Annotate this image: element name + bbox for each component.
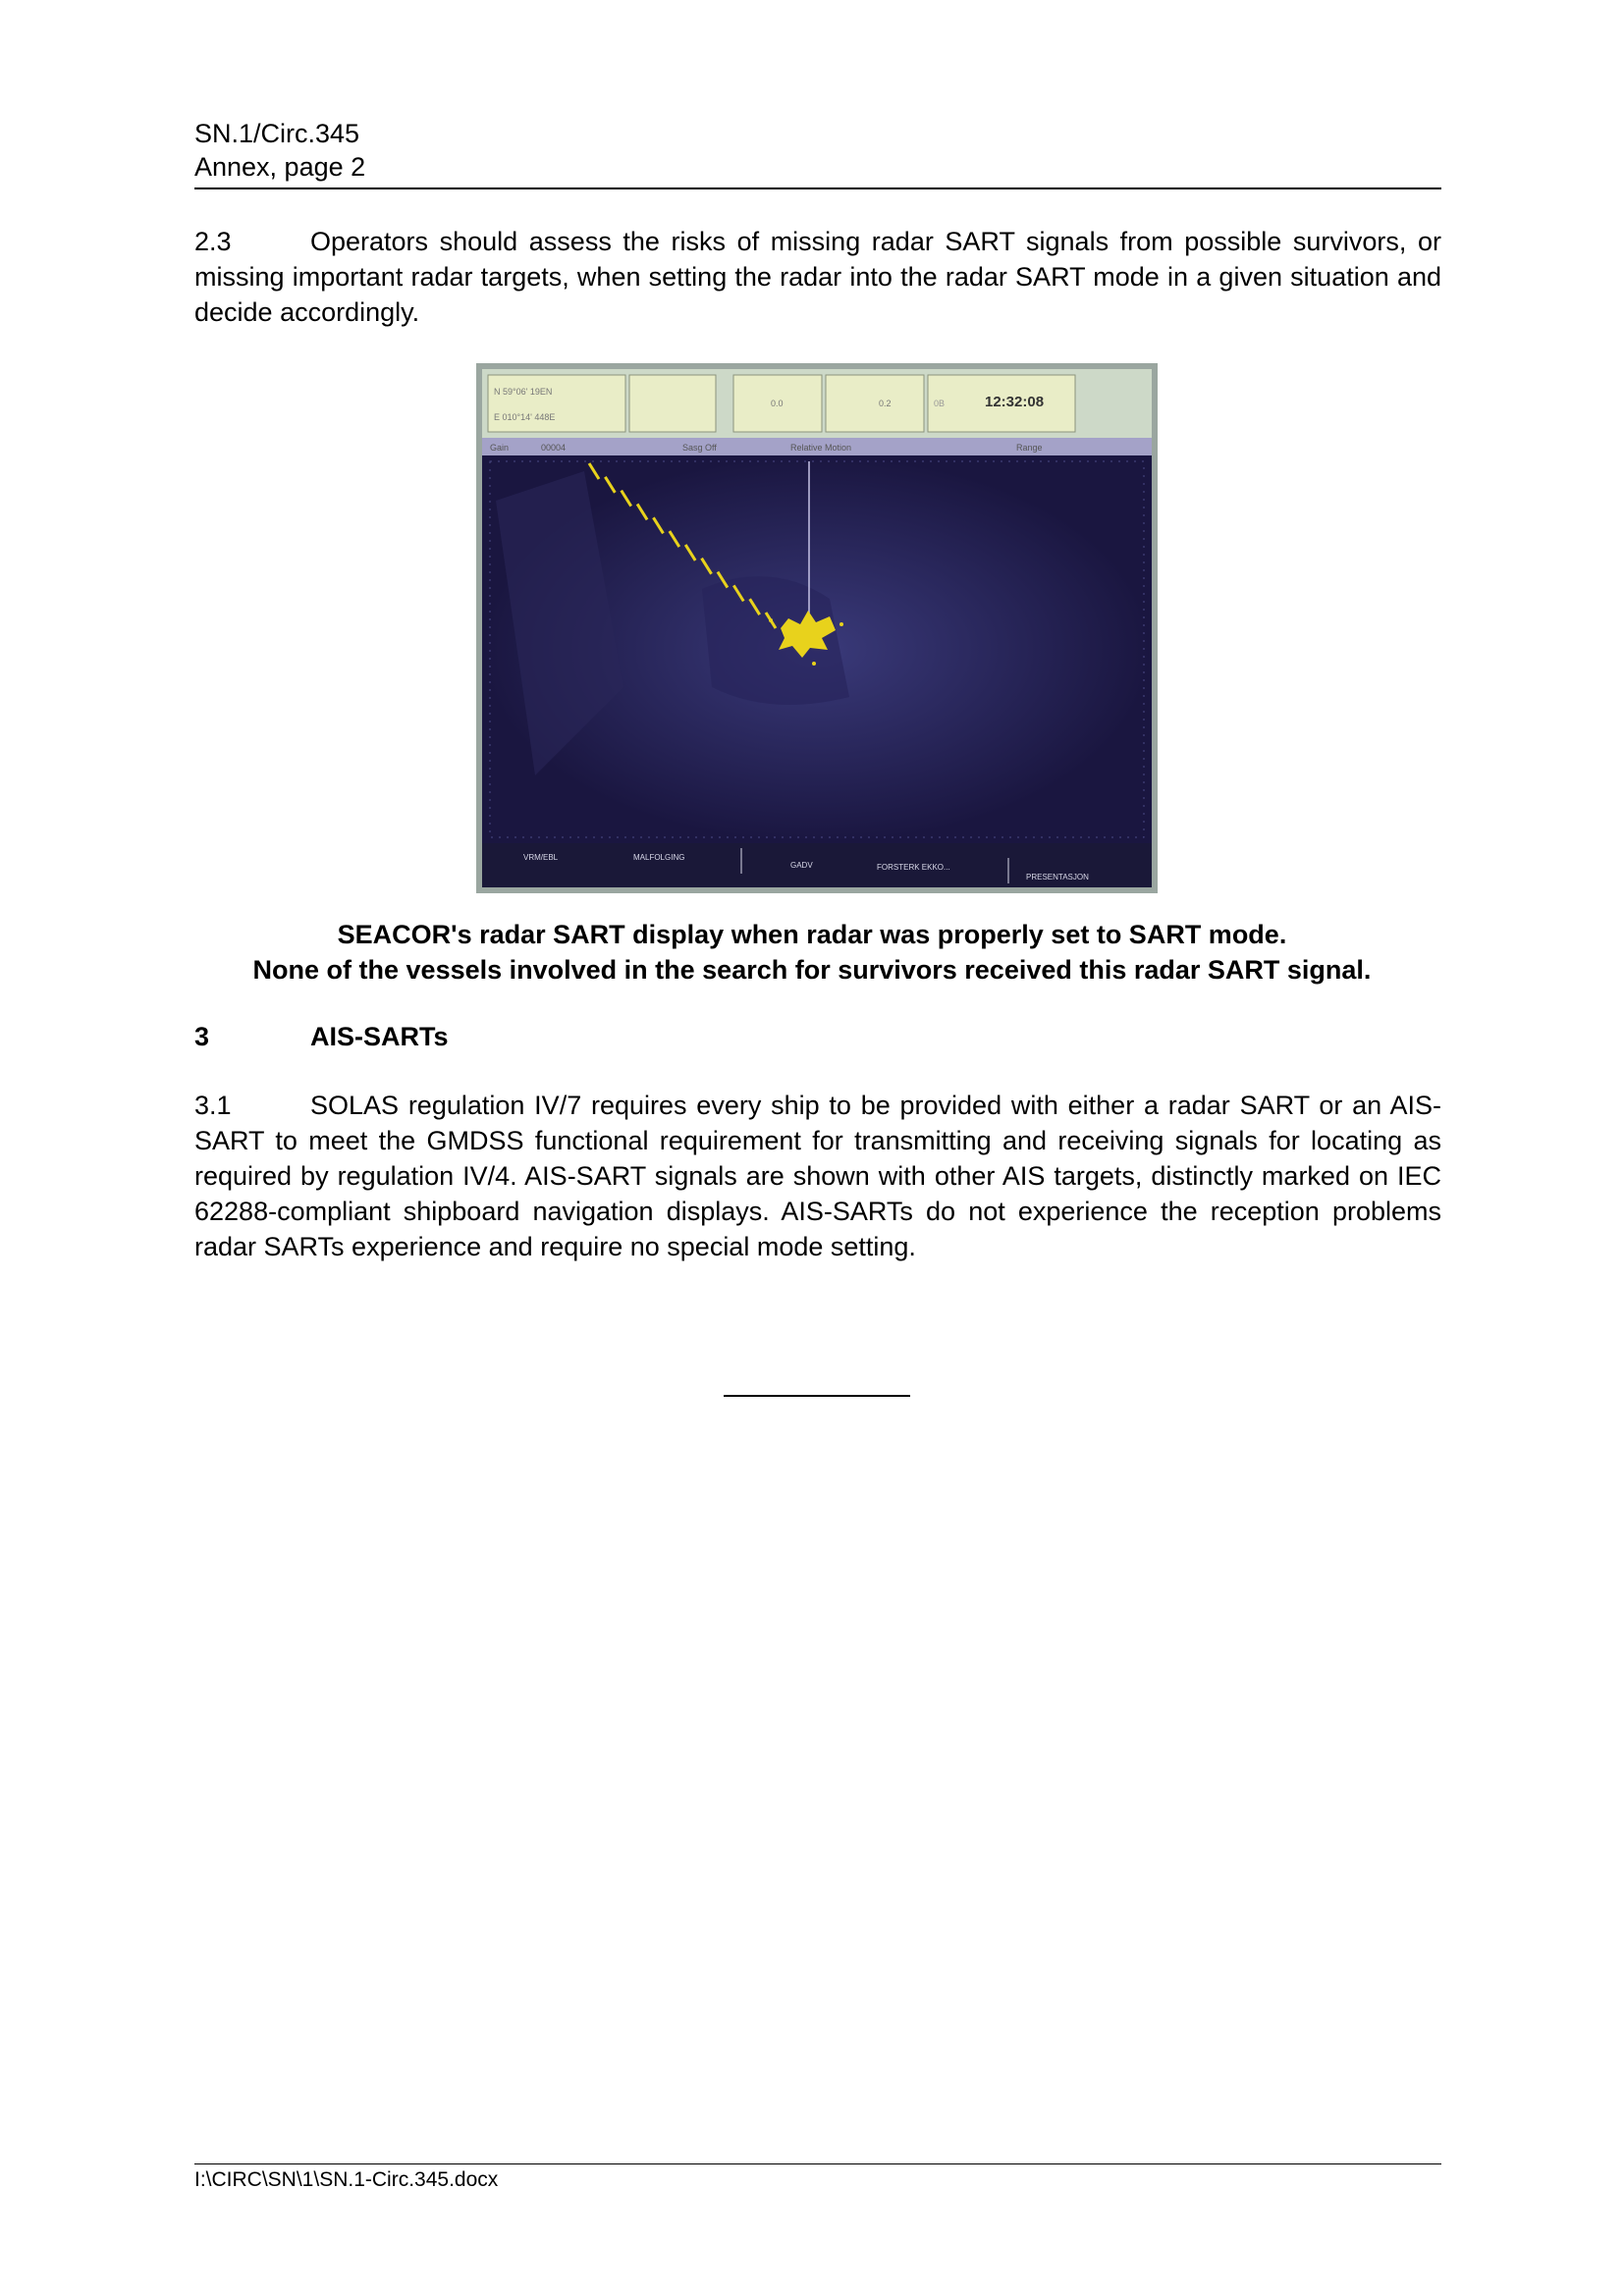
depth-box (826, 375, 924, 432)
clock-readout: 12:32:08 (985, 394, 1045, 410)
position-lat: N 59°06' 19EN (494, 387, 553, 397)
status-sea: Sasg Off (682, 443, 717, 453)
figure-caption-line-1: SEACOR's radar SART display when radar was properly set to SART mode. (337, 920, 1287, 949)
header-rule (194, 187, 1441, 189)
document-reference: SN.1/Circ.345 (194, 119, 360, 148)
radar-display-photo (476, 363, 1158, 893)
paragraph-2-3 (194, 224, 1441, 330)
status-motion: Relative Motion (790, 443, 852, 453)
softkey-malfolging: MALFOLGING (633, 853, 685, 862)
heading-box (629, 375, 716, 432)
softkey-presentasjon: PRESENTASJON (1026, 873, 1089, 881)
status-range: Range (1016, 443, 1043, 453)
echo-speck (839, 622, 843, 626)
section-heading-3 (194, 1019, 449, 1054)
echo-speck (812, 662, 816, 666)
speed-value: 0.0 (771, 399, 784, 408)
status-gain: Gain (490, 443, 510, 453)
section-title: AIS-SARTs (310, 1022, 449, 1051)
footer-rule (194, 2163, 1441, 2164)
section-number: 3 (194, 1022, 210, 1051)
paragraph-number: 2.3 (194, 227, 232, 256)
figure-caption-line-2: None of the vessels involved in the search for survivors received this radar SART signal. (252, 955, 1372, 985)
position-lon: E 010°14' 448E (494, 412, 556, 422)
status-gain-value: 00004 (541, 443, 567, 453)
softkey-forsterk-ekko: FORSTERK EKKO... (877, 863, 950, 872)
softkey-gadv: GADV (790, 861, 813, 870)
echo-speck (769, 618, 773, 622)
softkey-vrm-ebl: VRM/EBL (523, 853, 559, 862)
clock-label: 0B (934, 399, 946, 408)
paragraph-3-1 (194, 1088, 1441, 1264)
file-path-footer: I:\CIRC\SN\1\SN.1-Circ.345.docx (194, 2168, 499, 2191)
paragraph-text: Operators should assess the risks of missing radar SART signals from possible survivors, or missing important radar targets, when setting the radar into the radar SART mode in a given situation and decide accordingly. (194, 227, 1441, 327)
end-rule (724, 1395, 910, 1397)
position-box (488, 375, 625, 432)
page-label: Annex, page 2 (194, 152, 366, 182)
paragraph-text: SOLAS regulation IV/7 requires every ship to be provided with either a radar SART or an AIS-SART to meet the GMDSS functional requirement for transmitting and receiving signals for locating as required by regulation IV/4. AIS-SART signals are shown with other AIS targets, distinctly marked on IEC 62288-compliant shipboard navigation displays. AIS-SARTs do not experience the reception problems radar SARTs experience and require no special mode setting. (194, 1091, 1441, 1261)
depth-value: 0.2 (879, 399, 892, 408)
paragraph-number: 3.1 (194, 1091, 232, 1120)
